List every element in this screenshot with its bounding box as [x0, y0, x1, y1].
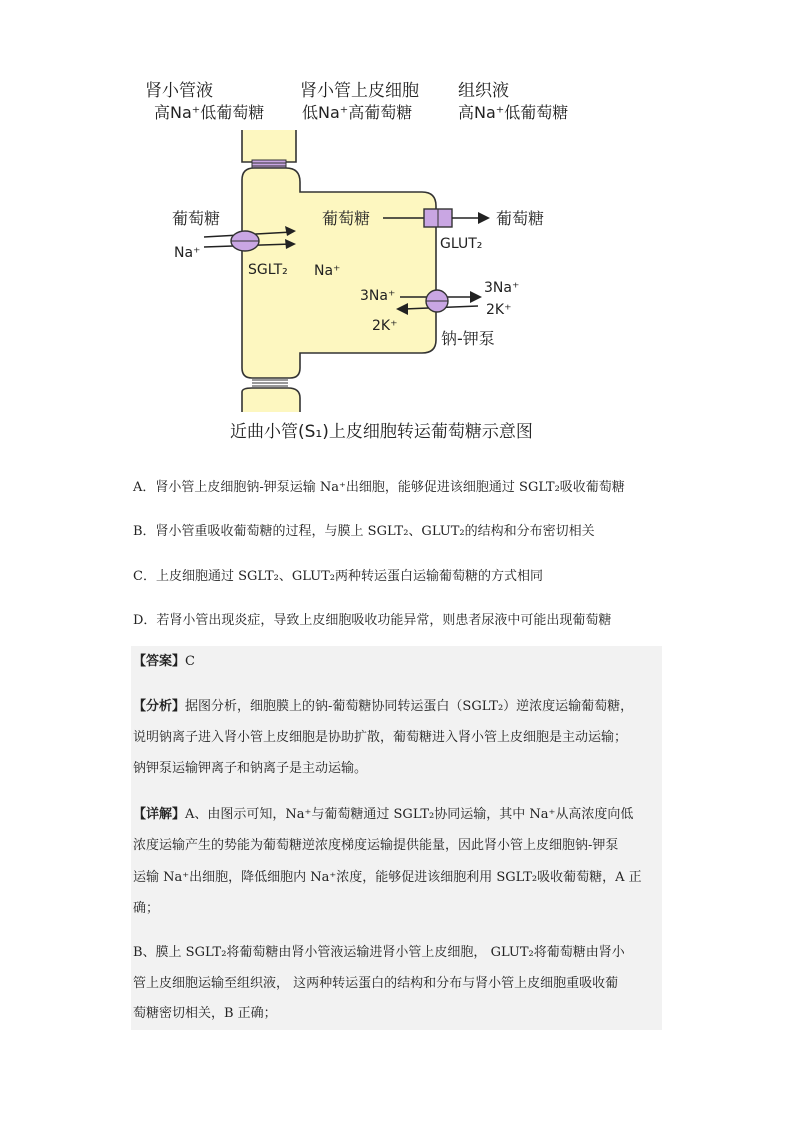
- pump-na-arrowhead: [470, 291, 482, 303]
- glucose-right-label: 葡萄糖: [496, 209, 545, 228]
- col2-title: 肾小管上皮细胞: [300, 81, 419, 101]
- na3-in-label: 3Na⁺: [360, 288, 396, 304]
- upper-neighbor-cell: [242, 130, 296, 162]
- option-b: B．肾小管重吸收葡萄糖的过程，与膜上 SGLT₂、GLUT₂的结构和分布密切相关: [133, 524, 595, 539]
- glucose-left-label: 葡萄糖: [172, 209, 221, 228]
- na-left-label: Na⁺: [174, 245, 201, 261]
- glut-arrowhead: [478, 212, 490, 224]
- glucose-mid-label: 葡萄糖: [322, 209, 371, 228]
- analysis-line-2: 说明钠离子进入肾小管上皮细胞是协助扩散，葡萄糖进入肾小管上皮细胞是主动运输；: [133, 730, 628, 745]
- detail-b-line-2: 管上皮细胞运输至组织液， 这两种转运蛋白的结构和分布与肾小管上皮细胞重吸收葡: [133, 976, 619, 991]
- na-inside-label: Na⁺: [314, 263, 341, 279]
- diagram-caption: 近曲小管(S₁)上皮细胞转运葡萄糖示意图: [230, 422, 533, 442]
- k2-out-label: 2K⁺: [486, 302, 512, 318]
- detail-text-1: A、由图示可知，Na⁺与葡萄糖通过 SGLT₂协同运输，其中 Na⁺从高浓度向低: [185, 807, 634, 822]
- detail-b-line-1: B、膜上 SGLT₂将葡萄糖由肾小管液运输进肾小管上皮细胞， GLUT₂将葡萄糖由肾小: [133, 945, 625, 960]
- detail-line-2: 浓度运输产生的势能为葡萄糖逆浓度梯度运输提供能量，因此肾小管上皮细胞钠-钾泵: [133, 838, 619, 853]
- col3-sub: 高Na⁺低葡萄糖: [458, 103, 569, 122]
- detail-line-3: 运输 Na⁺出细胞，降低细胞内 Na⁺浓度，能够促进该细胞利用 SGLT₂吸收葡萄糖，A 正: [133, 870, 642, 885]
- pump-label: 钠-钾泵: [441, 329, 495, 348]
- analysis-line-1: [133, 692, 633, 722]
- col3-title: 组织液: [458, 81, 509, 101]
- detail-tag: 【详解】: [133, 807, 186, 822]
- option-d: D．若肾小管出现炎症，导致上皮细胞吸收功能异常，则患者尿液中可能出现葡萄糖: [133, 613, 612, 628]
- analysis-text-1: 据图分析，细胞膜上的钠-葡萄糖协同转运蛋白（SGLT₂）逆浓度运输葡萄糖，: [185, 699, 634, 714]
- detail-b-line-3: 萄糖密切相关，B 正确；: [133, 1006, 277, 1021]
- lower-neighbor-cell: [242, 388, 300, 412]
- option-a: A．肾小管上皮细胞钠-钾泵运输 Na⁺出细胞，能够促进该细胞通过 SGLT₂吸收葡萄糖: [133, 480, 625, 495]
- transport-diagram: [0, 0, 794, 450]
- sglt2-label: SGLT₂: [248, 262, 288, 278]
- detail-line-4: 确；: [133, 901, 160, 916]
- answer-value: C: [185, 654, 195, 669]
- col1-title: 肾小管液: [145, 81, 213, 101]
- option-c: C．上皮细胞通过 SGLT₂、GLUT₂两种转运蛋白运输葡萄糖的方式相同: [133, 569, 543, 584]
- analysis-line-3: 钠钾泵运输钾离子和钠离子是主动运输。: [133, 761, 368, 776]
- analysis-tag: 【分析】: [133, 699, 186, 714]
- col2-sub: 低Na⁺高葡萄糖: [302, 103, 413, 122]
- answer-tag: 【答案】: [133, 654, 186, 669]
- detail-line-1: [133, 800, 633, 830]
- k2-in-label: 2K⁺: [372, 318, 398, 334]
- glut2-label: GLUT₂: [440, 236, 483, 252]
- col1-sub: 高Na⁺低葡萄糖: [154, 103, 265, 122]
- answer-line: [133, 647, 195, 677]
- na3-out-label: 3Na⁺: [484, 280, 520, 296]
